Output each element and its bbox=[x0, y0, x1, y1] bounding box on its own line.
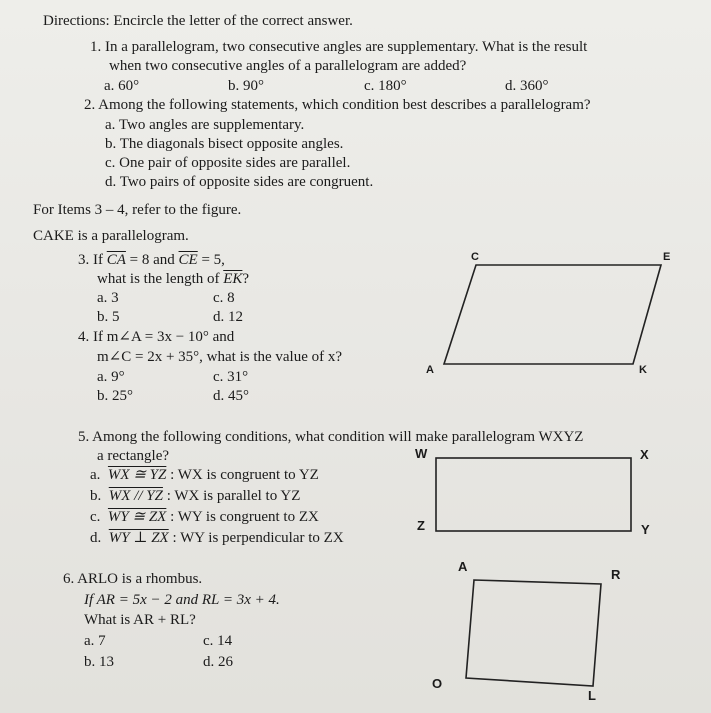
label-rhombus-a: A bbox=[458, 559, 468, 574]
rhombus-arlo bbox=[466, 580, 601, 686]
q1-line2: when two consecutive angles of a parallelogram are added? bbox=[109, 58, 467, 74]
q2-choice-a[interactable]: a. Two angles are supplementary. bbox=[105, 117, 305, 133]
q3-choice-a[interactable]: a. 3 bbox=[97, 290, 119, 306]
label-k: K bbox=[639, 364, 647, 376]
q3-choice-c[interactable]: c. 8 bbox=[213, 290, 235, 306]
label-c: C bbox=[471, 251, 479, 263]
q5-choice-c[interactable]: c. WY ≅ ZX : WY is congruent to ZX bbox=[90, 509, 319, 525]
q5-line2: a rectangle? bbox=[97, 448, 170, 464]
q6-choice-b[interactable]: b. 13 bbox=[84, 654, 114, 670]
q3-choice-b[interactable]: b. 5 bbox=[97, 309, 120, 325]
q1-choice-d[interactable]: d. 360° bbox=[505, 78, 549, 94]
q4-choice-a[interactable]: a. 9° bbox=[97, 369, 125, 385]
q2-line1: 2. Among the following statements, which condition best describes a parallelogram? bbox=[84, 97, 591, 113]
cake-statement: CAKE is a parallelogram. bbox=[33, 228, 189, 244]
parallelogram-cake bbox=[444, 265, 661, 364]
label-rhombus-l: L bbox=[588, 688, 596, 703]
q2-choice-d[interactable]: d. Two pairs of opposite sides are congruent. bbox=[105, 174, 374, 190]
label-y: Y bbox=[641, 522, 650, 537]
q4-choice-d[interactable]: d. 45° bbox=[213, 388, 249, 404]
label-rhombus-o: O bbox=[432, 676, 443, 691]
q6-choice-a[interactable]: a. 7 bbox=[84, 633, 106, 649]
q3-line2: what is the length of $\overline{EK}$? bbox=[97, 271, 250, 287]
q4-choice-b[interactable]: b. 25° bbox=[97, 388, 133, 404]
q5-line1: 5. Among the following conditions, what condition will make parallelogram WXYZ bbox=[78, 429, 584, 445]
q6-choice-c[interactable]: c. 14 bbox=[203, 633, 233, 649]
items-reference: For Items 3 – 4, refer to the figure. bbox=[33, 202, 242, 218]
label-x: X bbox=[640, 447, 649, 462]
q6-choice-d[interactable]: d. 26 bbox=[203, 654, 233, 670]
segment-ek: $\overline{EK}$ bbox=[223, 271, 243, 287]
label-e: E bbox=[663, 251, 671, 263]
q5-choice-d[interactable]: d. WY ⊥ ZX : WY is perpendicular to ZX bbox=[90, 530, 344, 546]
q5-choice-b[interactable]: b. WX // YZ : WX is parallel to YZ bbox=[90, 488, 301, 504]
q2-choice-b[interactable]: b. The diagonals bisect opposite angles. bbox=[105, 136, 344, 152]
label-rhombus-r: R bbox=[611, 567, 621, 582]
q4-line2: m∠C = 2x + 35°, what is the value of x? bbox=[97, 349, 343, 365]
q1-choice-a[interactable]: a. 60° bbox=[104, 78, 140, 94]
label-z: Z bbox=[417, 518, 425, 533]
segment-ce: $\overline{CE}$ bbox=[178, 252, 198, 268]
q3-choice-d[interactable]: d. 12 bbox=[213, 309, 243, 325]
q1-choice-c[interactable]: c. 180° bbox=[364, 78, 407, 94]
q1-choice-b[interactable]: b. 90° bbox=[228, 78, 264, 94]
q6-line1: 6. ARLO is a rhombus. bbox=[63, 571, 203, 587]
q5-choice-a[interactable]: a. WX ≅ YZ : WX is congruent to YZ bbox=[90, 467, 319, 483]
rectangle-wxyz bbox=[436, 458, 631, 531]
label-a: A bbox=[426, 364, 434, 376]
q6-line3: What is AR + RL? bbox=[84, 612, 196, 628]
segment-ca: $\overline{CA}$ bbox=[106, 252, 126, 268]
q4-line1: 4. If m∠A = 3x − 10° and bbox=[78, 329, 235, 345]
label-w: W bbox=[415, 446, 428, 461]
q6-line2: If AR = 5x − 2 and RL = 3x + 4. bbox=[84, 592, 280, 608]
q1-line1: 1. In a parallelogram, two consecutive angles are supplementary. What is the result bbox=[90, 39, 588, 55]
directions: Directions: Encircle the letter of the correct answer. bbox=[43, 13, 353, 29]
q2-choice-c[interactable]: c. One pair of opposite sides are parallel. bbox=[105, 155, 351, 171]
q3-line1: 3. If $\overline{CA} = 8$ and $\overline{CE} = 5$, bbox=[78, 252, 225, 268]
q4-choice-c[interactable]: c. 31° bbox=[213, 369, 249, 385]
